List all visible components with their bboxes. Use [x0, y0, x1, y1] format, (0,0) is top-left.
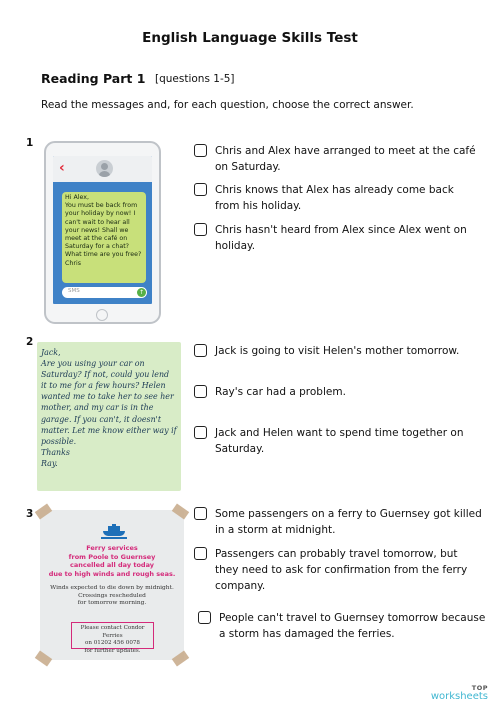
q1-option-b[interactable] [194, 182, 454, 214]
checkbox[interactable] [194, 385, 207, 398]
instructions: Read the messages and, for each question, choose the correct answer. [41, 99, 414, 111]
page-title: English Language Skills Test [142, 30, 358, 46]
back-arrow-icon: ‹ [59, 160, 65, 176]
home-button-icon [96, 309, 108, 321]
brand-logo [431, 684, 488, 702]
checkbox[interactable] [194, 344, 207, 357]
q2-option-a[interactable] [194, 343, 459, 359]
checkbox[interactable] [194, 223, 207, 236]
brand-top: TOP [471, 684, 488, 692]
handwritten-note: Jack, Are you using your car on Saturday? If not, could you lend it to me for a few hours? Helen wanted me to take her to see her mother, and my car is in the garage. If you can't, it doesn't matter. Let me know either way if possible. Thanks Ray. [37, 342, 181, 491]
checkbox[interactable] [194, 507, 207, 520]
option-label: Jack and Helen want to spend time together on Saturday. [215, 427, 464, 455]
send-icon: ↑ [138, 289, 145, 296]
notice-contact: Please contact Condor Ferries on 01202 456 0078 for further updates. [71, 622, 154, 649]
notice-body: Winds expected to die down by midnight. Crossings rescheduled for tomorrow morning. [50, 585, 174, 607]
option-label: People can't travel to Guernsey tomorrow because a storm has damaged the ferries. [219, 612, 486, 640]
phone-screen [53, 156, 152, 304]
option-label: Ray's car had a problem. [215, 386, 346, 398]
phone-illustration [44, 141, 161, 324]
sms-input [62, 287, 147, 298]
ferry-icon [103, 524, 125, 538]
q3-option-a[interactable] [194, 506, 482, 538]
question-number-1: 1 [26, 137, 34, 149]
sms-message: Hi Alex, You must be back from your holiday by now! I can't wait to hear all your news! Shall we meet at the café on Saturday for a chat? What time are you free? Chris [62, 192, 146, 283]
option-label: Chris and Alex have arranged to meet at the café on Saturday. [215, 145, 476, 173]
q3-option-b[interactable] [194, 546, 467, 594]
checkbox[interactable] [194, 183, 207, 196]
notice-headline: Ferry services from Poole to Guernsey cancelled all day today due to high winds and rough seas. [48, 544, 176, 578]
q1-option-c[interactable] [194, 222, 467, 254]
option-label: Passengers can probably travel tomorrow, but they need to ask for confirmation from the ferry company. [215, 548, 468, 592]
option-label: Chris hasn't heard from Alex since Alex went on holiday. [215, 224, 467, 252]
checkbox[interactable] [194, 426, 207, 439]
contact-avatar-icon [96, 160, 113, 177]
option-label: Chris knows that Alex has already come back from his holiday. [215, 184, 454, 212]
sms-input-placeholder: SMS [68, 288, 80, 294]
checkbox[interactable] [194, 547, 207, 560]
option-label: Some passengers on a ferry to Guernsey got killed in a storm at midnight. [215, 508, 482, 536]
phone-topbar [53, 156, 152, 182]
q1-option-a[interactable] [194, 143, 476, 175]
question-number-2: 2 [26, 336, 34, 348]
section-title: Reading Part 1 [41, 71, 146, 86]
brand-name: worksheets [430, 691, 488, 702]
checkbox[interactable] [194, 144, 207, 157]
tape-decoration [172, 504, 189, 520]
checkbox[interactable] [198, 611, 211, 624]
ferry-notice [40, 510, 184, 660]
option-label: Jack is going to visit Helen's mother tomorrow. [215, 345, 460, 357]
tape-decoration [35, 651, 52, 667]
question-number-3: 3 [26, 508, 34, 520]
questions-range: [questions 1-5] [155, 73, 235, 85]
q2-option-c[interactable] [194, 425, 464, 457]
q2-option-b[interactable] [194, 384, 346, 400]
tape-decoration [172, 651, 189, 667]
tape-decoration [35, 504, 52, 520]
q3-option-c[interactable] [198, 610, 485, 642]
